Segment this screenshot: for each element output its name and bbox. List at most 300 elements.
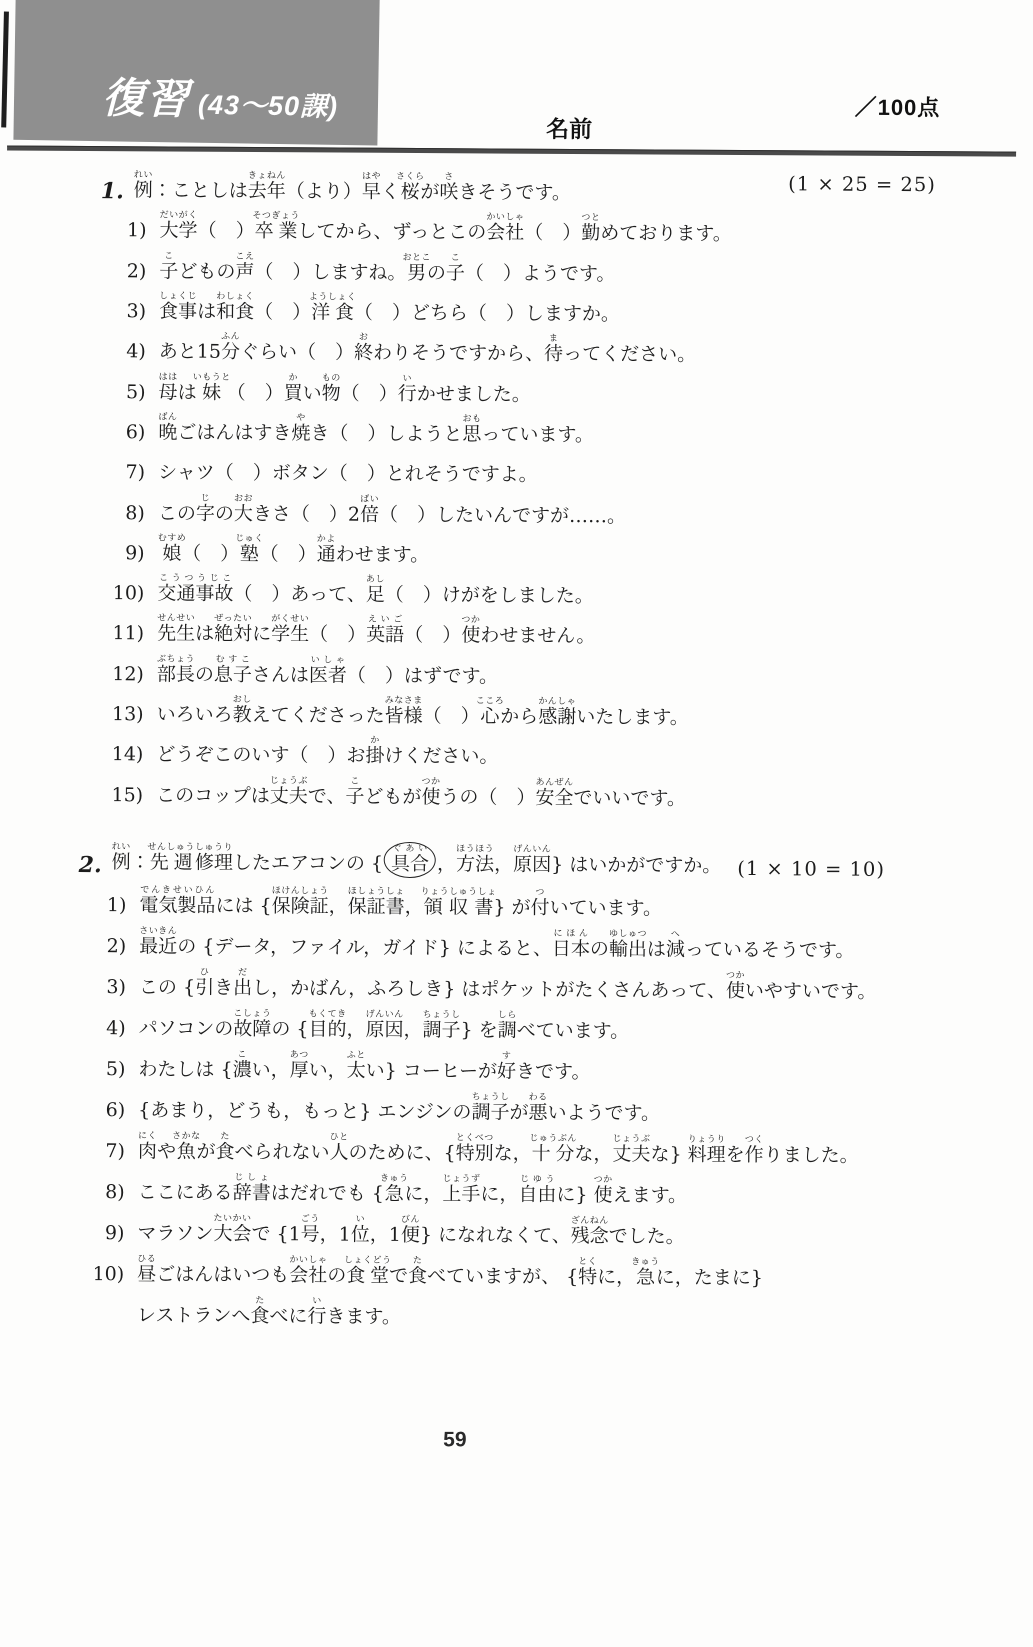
text-run: ， [404,896,424,919]
ruby-word: 日本にほん [551,928,591,961]
ruby-word: 辞書じしょ [232,1172,271,1205]
text-run: わせます。 [335,543,430,566]
question-text [138,1130,859,1167]
text-run: いやすいです。 [744,980,877,1004]
question-number: 3) [126,300,147,323]
text-run: の {データ，ファイル，ガイド} によると、 [177,935,552,961]
section1-number: 1. [100,178,124,205]
text-run: （ ） [524,222,582,245]
ruby-word: 心こころ [475,695,505,728]
ruby-word: 作つく [744,1134,764,1167]
text-run: い [302,381,322,405]
ruby-word: 安全あんぜん [535,776,574,809]
ruby-word: 料理りょうり [687,1133,726,1167]
question-text [139,926,854,963]
text-run: な， [493,1142,532,1165]
ruby-word: 息子むすこ [213,653,253,686]
question-row [0,564,1030,611]
question-number: 11) [112,622,145,645]
section1-questions [0,201,1032,812]
ruby-word: 足あし [365,573,385,606]
text-run: めております。 [600,222,732,246]
text-run: っています。 [481,423,594,447]
text-run: の [589,938,609,961]
ruby-word: 故障こしょう [233,1008,272,1041]
question-row [0,725,1029,772]
text-run: （ ） [404,624,462,647]
question-number: 14) [111,743,144,766]
question-number: 10) [112,582,145,605]
text-run: シャツ（ ）ボタン（ ）とれそうですよ。 [158,461,538,487]
ruby-word: 通かよ [316,533,336,566]
ruby-word: 声こえ [235,250,255,283]
text-run: } になれなくて、 [419,1224,571,1248]
text-run: の [194,663,214,686]
ruby-word: 行い [307,1295,327,1328]
ruby-word: 調子ちょうし [471,1091,510,1124]
ruby-word: 和食わしょく [216,290,255,324]
text-run: マラソン [137,1222,214,1245]
text-run: きそうです。 [458,181,571,205]
text-run: が [420,181,440,204]
ruby-word: 食た [215,1130,235,1164]
ruby-word: 例れい [133,169,153,202]
question-text [160,210,732,246]
text-run: } を [460,1019,498,1042]
question-row [0,1285,1025,1332]
ruby-word: 買か [283,371,303,404]
text-run: い， [308,1059,347,1082]
question-row [0,242,1031,289]
ruby-word: 食た [407,1255,428,1288]
question-number: 1) [106,894,127,917]
question-row [0,201,1032,248]
ruby-word: 特別とくべつ [455,1132,494,1165]
ruby-word: 昼ひる [137,1253,157,1286]
page-number: 59 [443,1428,467,1452]
text-run: っているそうです。 [684,938,855,962]
ruby-word: 咲さ [439,171,459,204]
text-run: ，1 [369,1223,401,1247]
ruby-word: 感謝かんしゃ [538,695,577,729]
ruby-word: 卒業そつぎょう [252,210,300,243]
question-row [0,322,1031,369]
ruby-word: 原因げんいん [365,1008,404,1042]
question-text [158,411,594,447]
question-text [157,653,498,688]
text-run: （ ）けがをしました。 [384,583,594,608]
question-text [159,331,696,367]
ruby-word: 魚さかな [171,1130,201,1163]
text-run: は [177,381,197,404]
question-text [139,885,662,921]
text-run: に，たまに} [655,1266,763,1290]
ruby-word: 調子ちょうし [422,1009,461,1042]
question-row [0,685,1029,732]
text-run: き（ ）しようと [310,422,463,446]
ruby-word: 上手じょうず [442,1173,481,1206]
ruby-word: 調しら [497,1009,517,1042]
ruby-word: 引ひ [195,966,215,999]
ruby-word: 使つか [725,970,746,1003]
question-row [0,524,1030,571]
text-run: に， [480,1183,519,1206]
page-title: 復習 [101,74,191,123]
text-run: いています。 [549,897,663,920]
text-run: きさ（ ）2 [252,502,361,526]
ruby-word: 行い [397,372,417,405]
question-row [0,363,1031,410]
ruby-word: 子こ [445,251,466,285]
ruby-word: 思おも [462,413,482,446]
question-number: 10) [92,1263,125,1286]
question-number: 3) [106,976,127,999]
ruby-word: 皆様みなさま [384,694,423,728]
example-line [134,169,571,205]
ruby-word: 使つか [421,775,441,808]
ruby-word: 早はや [361,170,382,203]
text-run: さんは [251,663,310,687]
ruby-word: 洋食ようしょく [308,291,357,324]
ruby-word: 交通事故こうつうじこ [157,572,234,606]
text-run: （ ） [340,382,398,405]
ruby-word: 修理しゅうり [194,841,234,875]
lesson-header-box [13,0,379,146]
ruby-word: 教おし [232,693,252,727]
text-run: し，かばん，ふろしき} はポケットがたくさんあって、 [252,977,726,1003]
ruby-word: 先週せんしゅう [147,841,195,874]
text-run: （ ） [197,220,255,243]
question-row [0,957,1027,1004]
section-2 [0,823,1028,1332]
question-row [0,998,1027,1045]
text-run: かせました。 [416,382,531,406]
text-run: から [500,705,539,728]
text-run: （ ）あって、 [233,583,366,606]
text-run: このコップは [156,784,270,807]
scan-edge-artifact [1,11,9,127]
text-run: べに [269,1305,308,1328]
ruby-word: 物もの [321,372,341,405]
text-run: ぐらい（ ） [239,341,355,364]
question-number: 9) [104,1222,125,1245]
text-run: いようです。 [547,1101,661,1125]
section-1 [0,153,1032,812]
ruby-word: 妹いもうと [192,371,231,404]
ruby-word: 便びん [400,1214,421,1247]
text-run: わりそうですから、 [373,342,545,366]
question-row [0,1039,1027,1086]
text-run: は [195,623,215,646]
ruby-word: 母はは [158,371,178,404]
ruby-word: 勤つと [581,212,601,245]
question-row [0,1244,1025,1291]
question-number: 1) [127,219,147,242]
text-run: ごはんはいつも [156,1263,290,1287]
question-text [158,463,538,487]
ruby-word: 絶対ぜったい [214,613,253,646]
question-row [0,916,1027,963]
text-run: の [327,1264,347,1287]
ruby-word: 自由じゆう [518,1173,557,1207]
lesson-title [102,65,339,129]
text-run: どもの [178,260,236,283]
ruby-word: 晩ばん [158,411,178,444]
ruby-word: 悪わる [528,1091,548,1124]
text-run: の [214,502,234,525]
question-text [159,291,620,327]
text-run: この [157,501,196,525]
question-row [0,1162,1026,1209]
section2-questions [0,875,1028,1332]
text-run: いろいろ [156,703,233,726]
text-run: （より） [285,180,362,203]
text-run: } が [493,896,531,919]
question-row [0,282,1031,329]
text-run: えます。 [612,1184,688,1207]
question-number: 2) [126,260,147,283]
ruby-word: 子こ [345,775,365,808]
ruby-word: 倍ばい [359,493,380,526]
question-row [0,443,1030,490]
text-run: いたします。 [576,706,689,729]
question-text [158,532,430,567]
text-run: （ ） [259,542,317,566]
text-run: きです。 [515,1060,591,1084]
text-run: ここにある [137,1181,233,1205]
circled-answer [384,842,436,878]
ruby-word: 男おとこ [402,251,432,284]
ruby-word: 輸出ゆしゅつ [608,928,648,961]
question-text [156,774,686,810]
text-run: い} コーヒーが [365,1059,498,1083]
question-text [156,734,498,769]
text-run: べています。 [516,1019,630,1043]
text-run: （ ） [254,301,312,324]
question-text [157,573,594,609]
text-run: い， [251,1059,290,1082]
text-run: で {1 [251,1223,301,1246]
text-run: けください。 [384,745,499,768]
ruby-word: 食堂しょくどう [343,1254,392,1288]
ruby-word: 具合ぐあい [390,843,430,876]
ruby-word: 医者いしゃ [308,654,348,687]
text-run: ， [437,853,457,876]
ruby-word: 目的もくてき [308,1008,347,1041]
ruby-word: 塾じゅく [235,532,264,565]
text-run: （ ） [182,542,240,565]
ruby-word: 分ふん [220,331,241,364]
text-run: は [646,938,667,961]
ruby-word: 丈夫じょうぶ [269,774,308,807]
text-run: ， [346,1018,366,1041]
text-run: （ ）したいんですが……。 [378,503,627,527]
ruby-word: 使つか [593,1174,613,1207]
question-row [0,1080,1026,1127]
text-run: べていますが、 { [426,1265,579,1289]
section1-example-row [0,153,1032,207]
ruby-word: 領収書りょうしゅうしょ [420,886,497,919]
text-run: } はいかがですか。 [551,854,722,878]
ruby-word: 使つか [461,614,481,647]
ruby-word: 好す [496,1050,517,1083]
name-field-label: 名前 [546,115,593,143]
ruby-word: 残念ざんねん [570,1215,609,1248]
section2-example-row [0,823,1028,881]
ruby-word: 最近さいきん [139,925,178,958]
text-run: りました。 [763,1144,859,1167]
text-run: （ ）ようです。 [464,262,616,285]
ruby-word: 学生がくせい [271,613,310,646]
ruby-word: 食た [250,1295,270,1328]
question-text [138,1089,660,1125]
ruby-word: 大おお [233,492,254,525]
text-run: あと15 [158,340,222,364]
text-run: （ ）どちら（ ）しますか。 [353,301,620,326]
ruby-word: 部長ぶちょう [156,653,196,686]
text-run: （ ）はずです。 [346,664,499,688]
question-number: 15) [111,783,144,806]
text-run: でした。 [608,1225,685,1248]
question-number: 8) [125,501,145,524]
question-number: 8) [105,1181,125,1204]
question-row [0,604,1029,651]
ruby-word: 電気製品でんきせいひん [139,884,216,917]
text-run: の [426,261,446,284]
question-number: 6) [105,1099,126,1122]
ruby-word: 先生せんせい [157,612,196,646]
section1-points-label: (1 × 25 = 25) [788,172,936,197]
text-run: ， [494,853,514,876]
text-run: ：ことしは [152,179,248,203]
question-row [0,1203,1026,1250]
question-row [0,645,1029,692]
text-run: {あまり，どうも，もっと} エンジンの [138,1099,472,1124]
text-run: うの（ ） [440,785,536,809]
question-row [0,766,1028,813]
text-run: したエアコンの { [232,852,384,875]
text-run: （ ） [309,623,367,647]
ruby-word: 急きゅう [631,1256,660,1289]
text-run: してから、ずっとこの [297,220,487,244]
question-text [158,492,626,528]
text-run: ，1 [319,1223,351,1246]
question-text [139,1007,630,1043]
section2-points-label: (1 × 10 = 10) [737,856,886,881]
question-text [137,1212,684,1248]
question-number: 7) [125,461,146,484]
text-run: な} [650,1143,688,1166]
question-text [159,250,615,286]
text-run: この { [138,976,196,999]
ruby-word: 大学だいがく [159,209,198,243]
text-run: が [509,1101,529,1124]
text-run: わせません。 [480,624,596,648]
text-run: ごはんはすき [177,421,292,445]
text-run: どもが [364,785,422,808]
ruby-word: 子こ [159,250,179,283]
question-text [138,1048,590,1084]
ruby-word: 十分じゅうぶん [529,1132,577,1166]
question-row [0,484,1030,531]
ruby-word: 掛か [365,735,385,768]
ruby-word: 号ごう [300,1213,320,1246]
text-run: に} [556,1184,594,1207]
text-run: えてくださった [251,704,385,727]
text-run: （ ） [226,381,284,404]
text-run: を [725,1144,745,1167]
question-text [157,693,689,729]
ruby-word: 会社かいしゃ [486,211,525,245]
question-number: 6) [125,421,146,444]
question-text [137,1253,763,1290]
ruby-word: 出だ [233,967,253,1000]
text-run: きます。 [326,1305,401,1329]
text-run: には { [215,894,272,918]
text-run: わたしは { [138,1058,233,1082]
page-subtitle: (43～50課) [197,89,339,122]
ruby-word: 大会たいかい [213,1212,252,1246]
text-run: や [156,1140,177,1163]
question-number: 4) [126,340,146,363]
text-run: どうぞこのいす（ ）お [156,743,366,768]
question-number: 13) [111,703,144,726]
ruby-word: 字じ [195,492,216,525]
text-run: べられない [234,1141,330,1164]
ruby-word: 方法ほうほう [456,843,495,876]
ruby-word: 保険証ほけんしょう [271,885,329,918]
ruby-word: 急きゅう [379,1172,409,1206]
ruby-word: 終お [353,331,374,365]
question-text [157,613,595,649]
ruby-word: 桜さくら [395,171,425,204]
text-run: のために、{ [348,1141,456,1165]
ruby-word: 焼や [291,412,311,445]
text-run: でいいです。 [573,786,687,810]
text-run: ： [130,851,150,874]
text-run: （ ）しますね。 [254,260,407,284]
question-number: 7) [105,1140,126,1163]
text-run: に， [404,1183,443,1206]
text-run: ， [328,895,348,918]
question-number: 4) [106,1017,126,1040]
text-run: に， [597,1266,636,1289]
question-row [0,875,1028,922]
question-row [0,403,1031,450]
question-number: 5) [126,380,146,404]
text-run: が [196,1140,216,1163]
ruby-word: 食事しょくじ [159,290,198,323]
text-run: は [197,300,217,323]
question-number: 12) [112,662,144,686]
text-run: ってください。 [563,343,697,367]
text-run: レストランへ [136,1304,251,1328]
ruby-word: 原因げんいん [513,843,552,877]
question-number: 2) [106,935,127,958]
question-text [139,966,877,1003]
text-run: はだれでも { [270,1182,384,1205]
example-line [112,840,722,880]
ruby-word: 人ひと [329,1131,349,1164]
question-row [0,1121,1026,1168]
question-text [138,1171,688,1207]
ruby-word: 去年きょねん [247,170,286,203]
ruby-word: 娘むすめ [157,532,187,565]
question-text [159,371,531,406]
ruby-word: 待ま [544,333,564,366]
ruby-word: 例れい [111,841,131,874]
ruby-word: 減へ [665,928,686,961]
